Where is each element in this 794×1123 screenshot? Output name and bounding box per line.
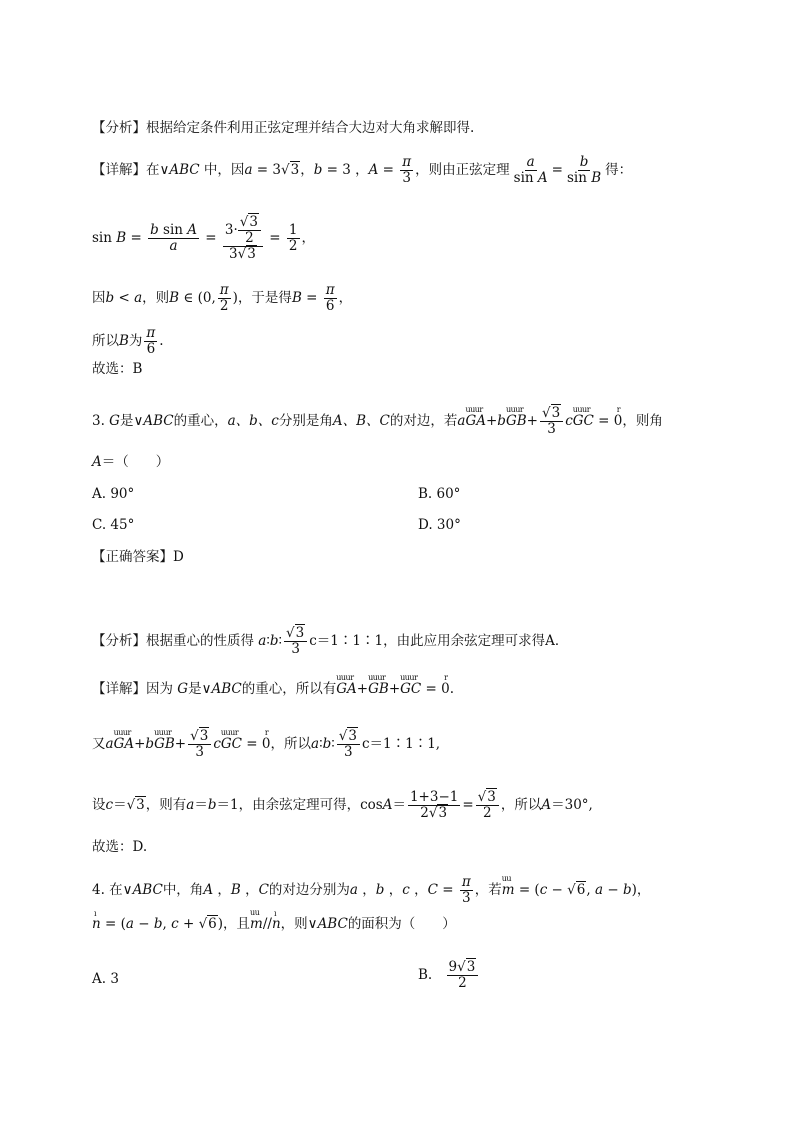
q2-detail-formula: sin B = $\frac{\text{b sin A}}{a}$ = 3· $\frac{√3}{2}$ 3√3 = $\frac{1}{2}$ ， [92, 214, 315, 262]
q3-option-c[interactable]: C. 45° [92, 517, 135, 533]
q4-option-b[interactable]: B. $\frac{9√3}{2}$ [418, 960, 480, 991]
q3-stem: 3. G是∨ABC的重心，a、b、c分别是角A、B、C的对边，若auuur GA+buuur GB+ $\frac{√3}{3}$ cuuur GC = r 0，则角 [92, 406, 663, 437]
correct-tag: 【正确答案】 [92, 549, 173, 565]
q2-answer: 故选：B [92, 361, 143, 377]
q3-detail-line1: 【详解】因为 G是∨ABC的重心，所以有uuur GA+uuur GB+uuur GC = r 0. [92, 680, 454, 698]
q3-detail-line3: 设c＝√3，则有a＝b＝1，由余弦定理可得，cosA＝ $\frac{1+3-1}{2√3}$ = $\frac{√3}{2}$ ，所以A＝30°, [92, 789, 593, 821]
q4-stem: 4. 在∨ABC中，角A ，B ，C的对边分别为a ，b ，c ，C = $\frac{\pi}{3}$ ，若uu m = (c − √6, a − b)， [92, 875, 650, 906]
q3-answer: 故选：D. [92, 839, 148, 855]
q4-option-a[interactable]: A. 3 [92, 971, 119, 987]
q3-option-b[interactable]: B. 60° [418, 486, 461, 502]
q2-detail-line4: 所以B为 $\frac{\pi}{6}$ . [92, 325, 164, 357]
q3-option-d[interactable]: D. 30° [418, 517, 461, 533]
analysis-tag: 【分析】 [92, 120, 146, 136]
q3-stem-line2: A＝（ ） [92, 454, 170, 470]
q2-detail-line1: 【详解】在∨ABC 中，因a = 3√3，b = 3 ，A = $\frac{\pi}{3}$ ，则由正弦定理 $\frac{a}{\text{sin A}}$ = $\frac{b}{\text{sin B}}$ 得： [92, 154, 633, 186]
q3-option-a[interactable]: A. 90° [92, 486, 135, 502]
detail-tag: 【详解】 [92, 162, 146, 178]
q2-analysis: 【分析】根据给定条件利用正弦定理并结合大边对大角求解即得. [92, 120, 475, 136]
q3-detail-line2: 又auuur GA+buuur GB+ $\frac{√3}{3}$ cuuur GC = r 0，所以a∶b∶ $\frac{√3}{3}$ c＝1∶1∶1, [92, 729, 440, 760]
q3-correct-answer: 【正确答案】D [92, 549, 184, 565]
q2-detail-line3: 因b < a，则B ∈ (0, $\frac{\pi}{2}$ )，于是得B = $\frac{\pi}{6}$ ， [92, 282, 353, 314]
q3-analysis: 【分析】根据重心的性质得 a∶b∶ $\frac{√3}{3}$ c＝1∶1∶1，由此应用余弦定理可求得A． [92, 625, 569, 657]
q4-stem-line2: ı n = (a − b, c + √6)，且uu m//ı n，则∨ABC的面积为（ ） [92, 915, 456, 933]
